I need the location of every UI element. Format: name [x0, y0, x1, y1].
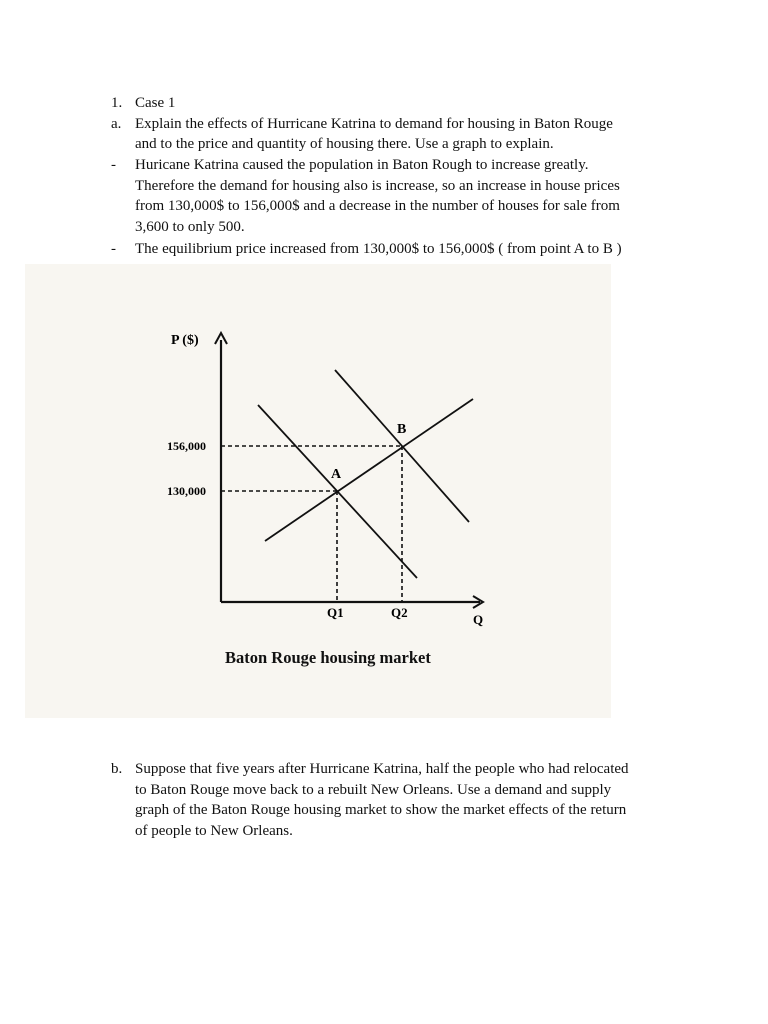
- question-b-text: of people to New Orleans.: [135, 823, 293, 839]
- supply-demand-figure: [25, 264, 611, 718]
- tick-label-130000: 130,000: [167, 484, 206, 498]
- tick-label-156000: 156,000: [167, 439, 206, 453]
- answer-1-text: from 130,000$ to 156,000$ and a decrease in the number of houses for sale from: [135, 198, 620, 214]
- bullet-dash: -: [111, 241, 116, 257]
- question-a-text: and to the price and quantity of housing there. Use a graph to explain.: [135, 136, 554, 152]
- tick-label-q2: Q2: [391, 605, 408, 620]
- tick-label-q1: Q1: [327, 605, 344, 620]
- x-axis-label: Q: [473, 612, 484, 627]
- point-label-b: B: [397, 422, 407, 437]
- chart-caption: Baton Rouge housing market: [225, 648, 431, 667]
- question-b-text: Suppose that five years after Hurricane Katrina, half the people who had relocated: [135, 761, 629, 777]
- question-b-text: graph of the Baton Rouge housing market to show the market effects of the return: [135, 802, 627, 818]
- point-label-a: A: [331, 467, 342, 482]
- heading-text: Case 1: [135, 95, 176, 111]
- question-b-text: to Baton Rouge move back to a rebuilt New Orleans. Use a demand and supply: [135, 782, 612, 798]
- list-marker: 1.: [111, 95, 123, 111]
- answer-1-text: Huricane Katrina caused the population in Baton Rough to increase greatly.: [135, 157, 589, 173]
- answer-2-text: The equilibrium price increased from 130,000$ to 156,000$ ( from point A to B ): [135, 241, 622, 257]
- question-a-text: Explain the effects of Hurricane Katrina to demand for housing in Baton Rouge: [135, 116, 613, 132]
- bullet-dash: -: [111, 157, 116, 173]
- list-marker: a.: [111, 116, 122, 132]
- answer-1-text: Therefore the demand for housing also is increase, so an increase in house prices: [135, 178, 620, 194]
- list-marker: b.: [111, 761, 123, 777]
- y-axis-label: P ($): [171, 333, 199, 348]
- answer-1-text: 3,600 to only 500.: [135, 219, 245, 235]
- supply-curve: [265, 399, 473, 541]
